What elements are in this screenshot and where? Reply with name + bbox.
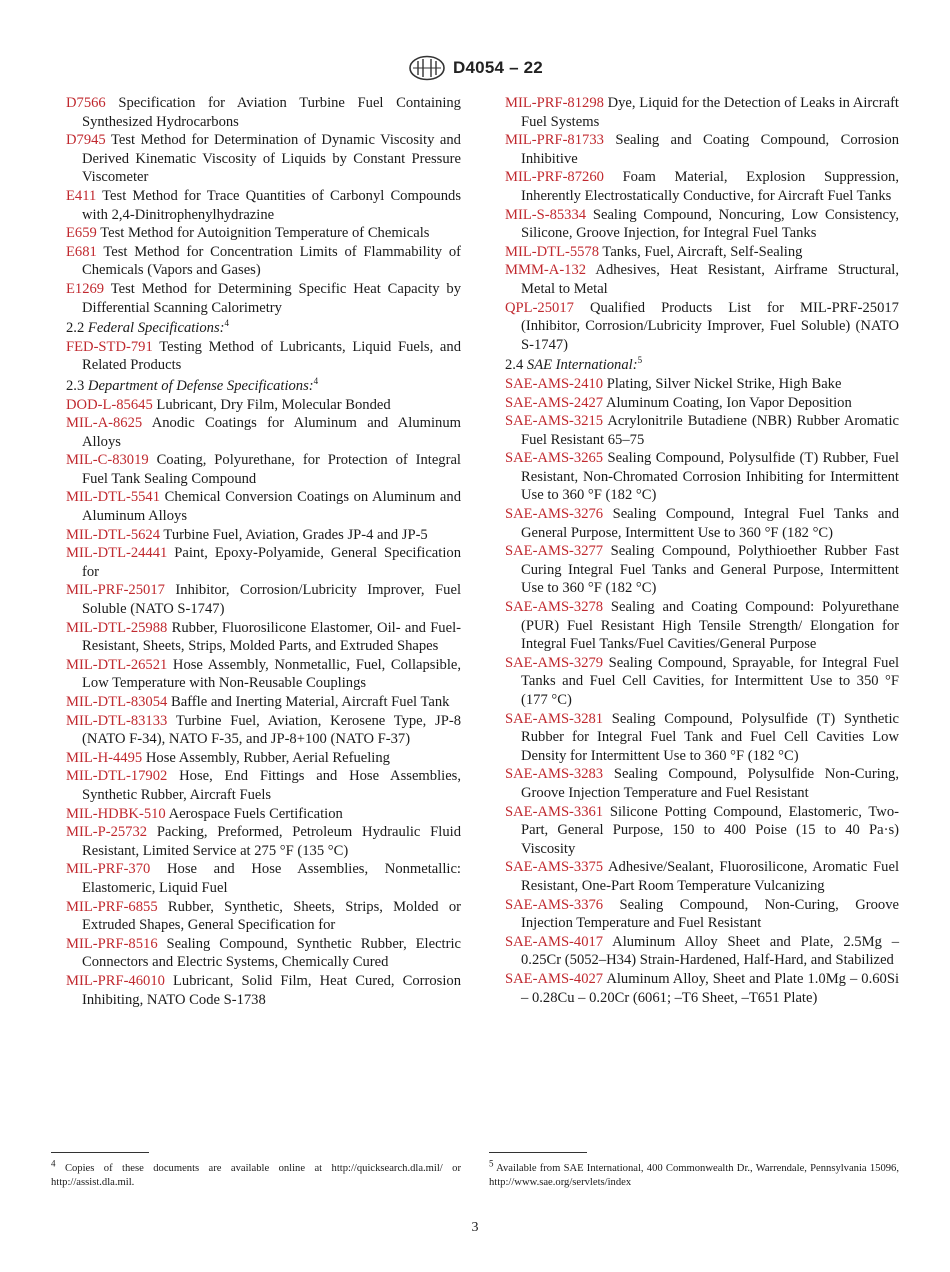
reference-title: Sealing and Coating Compound: Polyurethane (PUR) Fuel Resistant High Tensile Strength/ Elongation for Integral Fuel Tanks/Fuel Cavities/General Purpose xyxy=(521,599,899,653)
reference-code-link[interactable]: D7566 xyxy=(66,95,106,111)
reference-title: Sealing Compound, Polysulfide (T) Rubber, Fuel Resistant, Non-Chromated Corrosion Inhibiting for Intermittent Use to 360 °F (182 °C) xyxy=(521,450,899,504)
reference-code-link[interactable]: SAE-AMS-3215 xyxy=(505,413,604,430)
reference-entry xyxy=(66,224,461,243)
reference-entry xyxy=(505,131,899,168)
reference-code-link[interactable]: MIL-DTL-26521 xyxy=(66,656,168,673)
reference-title: Baffle and Inerting Material, Aircraft Fuel Tank xyxy=(170,694,450,710)
reference-entry xyxy=(66,131,461,187)
reference-entry xyxy=(66,823,461,860)
reference-code-link[interactable]: MIL-HDBK-510 xyxy=(66,805,166,822)
reference-title: Adhesives, Heat Resistant, Airframe Structural, Metal to Metal xyxy=(521,262,900,297)
reference-entry xyxy=(66,805,461,824)
reference-title: Inhibitor, Corrosion/Lubricity Improver, Fuel Soluble (NATO S-1747) xyxy=(82,582,462,618)
reference-title: Test Method for Determination of Dynamic Viscosity and Derived Kinematic Viscosity of Liquids by Constant Pressure Viscometer xyxy=(82,132,461,186)
reference-title: Hose Assembly, Rubber, Aerial Refueling xyxy=(145,749,390,766)
reference-title: Specification for Aviation Turbine Fuel Containing Synthesized Hydrocarbons xyxy=(82,95,461,130)
reference-entry xyxy=(66,619,461,656)
reference-entry xyxy=(66,581,461,618)
reference-code-link[interactable]: D7945 xyxy=(66,132,106,149)
reference-title: Sealing Compound, Sprayable, for Integral Fuel Tanks and Fuel Cell Cavities, for Intermittent Use to 350 °F (177 °C) xyxy=(521,654,899,708)
reference-code-link[interactable]: MIL-DTL-24441 xyxy=(66,545,168,562)
footnote-mark: 5 xyxy=(489,1158,494,1169)
reference-title: Coating, Polyurethane, for Protection of Integral Fuel Tank Sealing Compound xyxy=(82,452,461,487)
footnote-reference[interactable]: 5 xyxy=(637,355,643,366)
reference-title: Sealing and Coating Compound, Corrosion Inhibitive xyxy=(521,132,899,167)
reference-title: Acrylonitrile Butadiene (NBR) Rubber Aromatic Fuel Resistant 65–75 xyxy=(521,413,899,448)
reference-entry xyxy=(66,749,461,768)
reference-title: Plating, Silver Nickel Strike, High Bake xyxy=(606,375,842,392)
reference-code-link[interactable]: SAE-AMS-4027 xyxy=(505,970,604,987)
reference-code-link[interactable]: MIL-S-85334 xyxy=(505,206,587,223)
reference-code-link[interactable]: MMM-A-132 xyxy=(505,262,587,279)
reference-entry xyxy=(66,693,461,712)
reference-code-link[interactable]: MIL-H-4495 xyxy=(66,749,143,766)
reference-title: Sealing Compound, Polysulfide (T) Synthetic Rubber for Integral Fuel Tank and Fuel Cell Cavities Low Density for Intermittent Use to 360 °F (182 °C) xyxy=(521,710,899,764)
reference-entry xyxy=(66,338,461,375)
reference-code-link[interactable]: SAE-AMS-3277 xyxy=(505,543,604,560)
footnote-divider-left xyxy=(51,1152,149,1153)
reference-code-link[interactable]: MIL-DTL-17902 xyxy=(66,768,168,785)
reference-title: Sealing Compound, Polysulfide Non-Curing, Groove Injection Temperature and Fuel Resistant xyxy=(521,766,899,801)
reference-code-link[interactable]: E411 xyxy=(66,187,97,204)
reference-code-link[interactable]: MIL-DTL-83054 xyxy=(66,694,168,710)
reference-code-link[interactable]: MIL-C-83019 xyxy=(66,452,149,469)
reference-title: Sealing Compound, Integral Fuel Tanks and General Purpose, Intermittent Use to 360 °F (182 °C) xyxy=(521,506,899,541)
reference-code-link[interactable]: SAE-AMS-3265 xyxy=(505,450,604,467)
reference-code-link[interactable]: SAE-AMS-3376 xyxy=(505,896,604,913)
section-heading xyxy=(66,319,461,338)
reference-title: Foam Material, Explosion Suppression, Inherently Electrostatically Conductive, for Aircraft Fuel Tanks xyxy=(521,169,899,204)
reference-entry xyxy=(66,526,461,545)
reference-title: Aluminum Coating, Ion Vapor Deposition xyxy=(605,394,852,411)
reference-entry xyxy=(505,299,899,355)
reference-title: Turbine Fuel, Aviation, Kerosene Type, JP-8 (NATO F-34), NATO F-35, and JP-8+100 (NATO F-37) xyxy=(82,712,461,748)
reference-code-link[interactable]: MIL-DTL-83133 xyxy=(66,712,168,729)
reference-title: Hose Assembly, Nonmetallic, Fuel, Collapsible, Low Temperature with Non-Reusable Couplings xyxy=(82,656,462,692)
reference-title: Qualified Products List for MIL-PRF-25017 (Inhibitor, Corrosion/Lubricity Improver, Fuel Soluble) (NATO S-1747) xyxy=(521,299,899,353)
reference-entry xyxy=(66,712,461,749)
reference-entry xyxy=(66,396,461,415)
reference-code-link[interactable]: E681 xyxy=(66,243,97,260)
reference-code-link[interactable]: MIL-DTL-5578 xyxy=(505,243,600,260)
reference-title: Rubber, Fluorosilicone Elastomer, Oil- and Fuel-Resistant, Sheets, Strips, Molded Parts, and Extruded Shapes xyxy=(82,619,461,655)
reference-entry xyxy=(505,765,899,802)
reference-entry xyxy=(505,933,899,970)
reference-entry xyxy=(505,206,899,243)
reference-code-link[interactable]: FED-STD-791 xyxy=(66,338,153,355)
reference-code-link[interactable]: SAE-AMS-3279 xyxy=(505,654,604,671)
reference-entry xyxy=(505,654,899,710)
section-heading xyxy=(66,377,461,396)
reference-title: Sealing Compound, Polythioether Rubber Fast Curing Integral Fuel Tanks and General Purpose, Intermittent Use to 360 °F (182 °C) xyxy=(521,543,899,597)
section-heading xyxy=(505,356,899,375)
footnote-divider-right xyxy=(489,1152,587,1153)
reference-entry xyxy=(505,710,899,766)
footnote-reference[interactable]: 4 xyxy=(313,376,319,387)
reference-code-link[interactable]: SAE-AMS-3375 xyxy=(505,859,604,876)
reference-entry xyxy=(66,656,461,693)
reference-title: Testing Method of Lubricants, Liquid Fuels, and Related Products xyxy=(82,338,461,374)
reference-code-link[interactable]: MIL-DTL-5624 xyxy=(66,526,161,543)
reference-entry xyxy=(66,243,461,280)
reference-code-link[interactable]: MIL-PRF-370 xyxy=(66,861,151,878)
reference-title: Paint, Epoxy-Polyamide, General Specification for xyxy=(82,545,461,580)
reference-title: Adhesive/Sealant, Fluorosilicone, Aromatic Fuel Resistant, One-Part Room Temperature Vulcanizing xyxy=(521,859,900,894)
reference-code-link[interactable]: MIL-A-8625 xyxy=(66,415,143,432)
reference-entry xyxy=(66,280,461,317)
reference-entry xyxy=(66,187,461,224)
reference-entry xyxy=(505,970,899,1007)
reference-code-link[interactable]: MIL-PRF-8516 xyxy=(66,935,158,952)
reference-code-link[interactable]: MIL-DTL-25988 xyxy=(66,619,168,636)
reference-code-link[interactable]: E659 xyxy=(66,225,97,242)
reference-title: Sealing Compound, Synthetic Rubber, Electric Connectors and Electric Systems, Chemically Cured xyxy=(82,935,462,971)
reference-title: Packing, Preformed, Petroleum Hydraulic Fluid Resistant, Limited Service at 275 °F (135 °C) xyxy=(82,824,461,859)
reference-entry xyxy=(66,935,461,972)
reference-code-link[interactable]: SAE-AMS-3361 xyxy=(505,803,604,820)
footnote-text: Available from SAE International, 400 Commonwealth Dr., Warrendale, Pennsylvania 15096, http://www.sae.org/servlets/index xyxy=(489,1163,899,1189)
reference-title: Rubber, Synthetic, Sheets, Strips, Molded or Extruded Shapes, General Specification for xyxy=(82,898,461,934)
astm-logo-icon xyxy=(407,55,447,81)
reference-title: Aerospace Fuels Certification xyxy=(168,805,343,822)
reference-code-link[interactable]: MIL-P-25732 xyxy=(66,824,148,841)
reference-entry xyxy=(66,860,461,897)
reference-title: Dye, Liquid for the Detection of Leaks in Aircraft Fuel Systems xyxy=(521,95,899,130)
page-number: 3 xyxy=(471,1220,479,1235)
reference-code-link[interactable]: MIL-PRF-46010 xyxy=(66,972,165,989)
reference-entry xyxy=(505,243,899,262)
reference-code-link[interactable]: SAE-AMS-2410 xyxy=(505,375,604,392)
footnote-reference[interactable]: 4 xyxy=(224,318,229,329)
reference-entry xyxy=(505,261,899,298)
reference-entry xyxy=(505,412,899,449)
reference-title: Aluminum Alloy Sheet and Plate, 2.5Mg – 0.25Cr (5052–H34) Strain-Hardened, Half-Hard, and Stabilized xyxy=(521,933,899,969)
reference-entry xyxy=(66,488,461,525)
reference-entry xyxy=(505,375,899,394)
reference-entry xyxy=(66,972,461,1009)
reference-title: Sealing Compound, Non-Curing, Groove Injection Temperature and Fuel Resistant xyxy=(521,896,899,932)
reference-code-link[interactable]: SAE-AMS-3276 xyxy=(505,506,604,523)
reference-code-link[interactable]: QPL-25017 xyxy=(505,299,574,316)
reference-entry xyxy=(66,414,461,451)
section-number: 2.2 xyxy=(66,320,85,337)
reference-entry xyxy=(66,544,461,581)
reference-title: Hose and Hose Assemblies, Nonmetallic: Elastomeric, Liquid Fuel xyxy=(82,861,461,896)
reference-title: Test Method for Autoignition Temperature of Chemicals xyxy=(100,225,430,242)
reference-title: Chemical Conversion Coatings on Aluminum and Aluminum Alloys xyxy=(82,489,461,525)
reference-code-link[interactable]: MIL-DTL-5541 xyxy=(66,489,161,506)
reference-title: Lubricant, Solid Film, Heat Cured, Corrosion Inhibiting, NATO Code S-1738 xyxy=(82,972,461,1008)
reference-title: Sealing Compound, Noncuring, Low Consistency, Silicone, Groove Injection, for Integral Fuel Tanks xyxy=(521,206,899,242)
reference-title: Tanks, Fuel, Aircraft, Self-Sealing xyxy=(602,243,803,260)
section-number: 2.3 xyxy=(66,377,85,394)
reference-entry xyxy=(505,449,899,505)
footnote-text: Copies of these documents are available online at http://quicksearch.dla.mil/ or http://assist.dla.mil. xyxy=(51,1163,462,1189)
reference-entry xyxy=(66,451,461,488)
reference-title: Hose, End Fittings and Hose Assemblies, Synthetic Rubber, Aircraft Fuels xyxy=(82,768,461,803)
reference-entry xyxy=(66,94,461,131)
right-column xyxy=(505,94,899,1007)
left-column xyxy=(66,94,461,1009)
footnote-mark: 4 xyxy=(51,1158,56,1169)
reference-title: Turbine Fuel, Aviation, Grades JP-4 and JP-5 xyxy=(163,526,428,543)
document-id: D4054 – 22 xyxy=(453,58,543,77)
reference-code-link[interactable]: SAE-AMS-4017 xyxy=(505,933,604,950)
reference-entry xyxy=(505,542,899,598)
reference-title: Test Method for Concentration Limits of Flammability of Chemicals (Vapors and Gases) xyxy=(82,243,461,279)
footnote-4 xyxy=(51,1158,462,1191)
reference-entry xyxy=(505,168,899,205)
reference-code-link[interactable]: MIL-PRF-87260 xyxy=(505,169,604,186)
reference-entry xyxy=(66,767,461,804)
reference-title: Test Method for Trace Quantities of Carbonyl Compounds with 2,4-Dinitrophenylhydrazine xyxy=(82,187,461,223)
reference-title: Test Method for Determining Specific Heat Capacity by Differential Scanning Calorimetry xyxy=(82,280,461,316)
reference-entry xyxy=(505,896,899,933)
reference-entry xyxy=(505,505,899,542)
reference-title: Silicone Potting Compound, Elastomeric, Two-Part, General Purpose, 150 to 400 Poise (15 to 40 Pa·s) Viscosity xyxy=(521,803,899,857)
reference-code-link[interactable]: DOD-L-85645 xyxy=(66,396,153,413)
reference-code-link[interactable]: SAE-AMS-3283 xyxy=(505,766,604,783)
reference-entry xyxy=(505,858,899,895)
reference-entry xyxy=(66,898,461,935)
reference-code-link[interactable]: SAE-AMS-3281 xyxy=(505,710,604,727)
section-title: Federal Specifications: xyxy=(87,320,225,337)
section-title: SAE International: xyxy=(526,357,638,374)
reference-code-link[interactable]: MIL-PRF-81298 xyxy=(505,95,604,111)
reference-code-link[interactable]: MIL-PRF-6855 xyxy=(66,898,158,915)
reference-code-link[interactable]: SAE-AMS-3278 xyxy=(505,599,604,616)
section-title: Department of Defense Specifications: xyxy=(87,377,314,394)
reference-entry xyxy=(505,598,899,654)
page-header xyxy=(0,54,950,82)
reference-code-link[interactable]: E1269 xyxy=(66,280,105,297)
reference-title: Aluminum Alloy, Sheet and Plate 1.0Mg – 0.60Si – 0.28Cu – 0.20Cr (6061; –T6 Sheet, –T651 Plate) xyxy=(521,970,899,1006)
reference-entry xyxy=(505,803,899,859)
reference-code-link[interactable]: MIL-PRF-25017 xyxy=(66,582,165,599)
reference-title: Lubricant, Dry Film, Molecular Bonded xyxy=(156,396,391,413)
reference-entry xyxy=(505,394,899,413)
reference-title: Anodic Coatings for Aluminum and Aluminum Alloys xyxy=(82,415,462,450)
reference-code-link[interactable]: SAE-AMS-2427 xyxy=(505,394,604,411)
reference-entry xyxy=(505,94,899,131)
footnote-5 xyxy=(489,1158,899,1191)
section-number: 2.4 xyxy=(505,357,524,374)
reference-code-link[interactable]: MIL-PRF-81733 xyxy=(505,132,604,149)
